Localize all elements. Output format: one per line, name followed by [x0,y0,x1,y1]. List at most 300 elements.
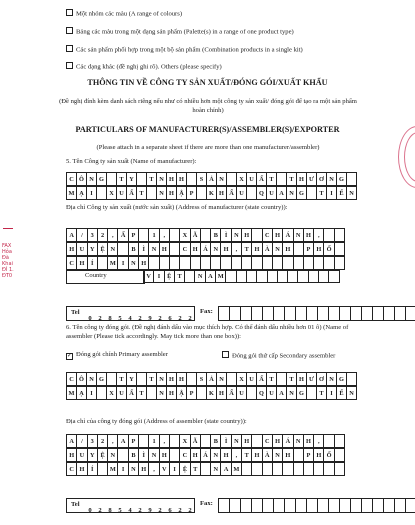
char-cell: À [263,449,273,462]
char-cell: T [137,187,147,200]
char-cell: Ậ [177,187,187,200]
char-cell: H [242,229,252,242]
char-cell: I [170,463,180,476]
char-cell: N [149,243,159,256]
char-cell: N [287,187,297,200]
char-cell: N [217,373,227,386]
char-cell: N [347,187,357,200]
char-cell: Y [127,373,137,386]
char-cell: N [195,271,205,283]
char-cell: U [247,373,257,386]
char-cell: H [242,435,252,448]
char-cell: G [97,173,107,186]
char-cell: N [347,387,357,400]
char-cell [283,257,293,270]
fax-digit-box[interactable] [373,498,384,513]
tel-digit: 5 [118,507,122,514]
char-cell [252,435,262,448]
char-cell: C [67,373,77,386]
char-cell [294,463,304,476]
fax-digit-box[interactable] [318,498,329,513]
char-cell: Í [88,257,98,270]
char-cell: Ã [191,435,201,448]
assembler-address-row-1[interactable] [66,434,345,448]
assembler-address-label: Địa chỉ của công ty đóng gói (Address of assembler (state country)): [66,418,247,425]
char-cell [180,257,190,270]
char-cell: N [294,435,304,448]
char-cell: T [267,173,277,186]
char-cell [324,257,334,270]
char-cell: H [297,173,307,186]
char-cell: H [283,449,293,462]
fax-digit-box[interactable] [218,306,230,321]
char-cell: U [77,449,87,462]
char-cell [335,229,345,242]
char-cell: N [232,229,242,242]
char-cell [170,229,180,242]
char-cell: Á [201,449,211,462]
char-cell: X [107,187,117,200]
fax-digit-box[interactable] [406,306,415,321]
fax-digit-box[interactable] [362,306,373,321]
char-cell: N [157,373,167,386]
char-cell: Ố [324,243,334,256]
char-cell: / [77,229,87,242]
char-cell [294,243,304,256]
fax-digit-box[interactable] [340,498,351,513]
char-cell [247,271,257,283]
char-cell: Ư [307,373,317,386]
char-cell: I [327,387,337,400]
char-cell: N [232,435,242,448]
char-cell: Ấ [127,187,137,200]
assembler-fax-field[interactable] [218,498,415,513]
option-colours[interactable]: Một nhóm các màu (A range of colours) [66,9,182,18]
char-cell: H [191,243,201,256]
option-palette[interactable]: Bảng các màu trong một dạng sản phẩm (Palette(s) in a range of one product type) [66,27,294,36]
char-cell: H [297,373,307,386]
secondary-checkbox[interactable] [222,351,229,358]
char-cell [329,271,339,283]
fax-digit-box[interactable] [296,306,307,321]
checkbox[interactable] [66,27,73,34]
char-cell [257,271,267,283]
char-cell: H [177,173,187,186]
char-cell: N [211,449,221,462]
char-cell [211,257,221,270]
char-cell: N [108,449,118,462]
char-cell: V [160,463,170,476]
char-cell [304,463,314,476]
char-cell: K [207,187,217,200]
char-cell [170,257,180,270]
char-cell: Ì [139,243,149,256]
char-cell [335,257,345,270]
tel-digit: 2 [178,315,182,322]
fax-digit-box[interactable] [329,306,340,321]
char-cell [137,173,147,186]
char-cell: N [294,229,304,242]
option-combination[interactable]: Các sản phẩm phối hợp trong một bộ sản phẩm (Combination products in a single kit) [66,45,303,54]
char-cell [278,271,288,283]
char-cell: S [197,173,207,186]
primary-assembler-option[interactable]: ✓ Đóng gói chính Primary assembler [67,351,168,359]
manufacturer-tel-field[interactable] [66,306,195,321]
country-label-box [66,270,145,284]
tel-digit: 2 [158,507,162,514]
fax-digit-box[interactable] [274,498,285,513]
char-cell: P [304,449,314,462]
char-cell: , [160,435,170,448]
char-cell: X [180,229,190,242]
char-cell: , [149,463,159,476]
tel-digit: 6 [168,315,172,322]
char-cell: H [221,449,231,462]
char-cell: Á [283,435,293,448]
char-cell [294,257,304,270]
stamp-text: Khai [2,261,13,267]
char-cell [324,463,334,476]
char-cell: X [180,435,190,448]
fax-digit-box[interactable] [252,306,263,321]
tel-digit: 2 [138,315,142,322]
char-cell: Y [88,449,98,462]
char-cell [242,463,252,476]
char-cell [242,257,252,270]
fax-digit-box[interactable] [373,306,384,321]
char-cell: T [191,463,201,476]
fax-digit-box[interactable] [218,498,230,513]
char-cell [335,243,345,256]
fax-digit-box[interactable] [340,306,351,321]
fax-digit-box[interactable] [406,498,415,513]
stamp-text: ĐT0 [2,273,13,279]
char-cell [347,173,357,186]
char-cell [147,387,157,400]
char-cell: H [167,173,177,186]
char-cell: M [216,271,226,283]
char-cell [294,449,304,462]
tel-digit: 4 [128,315,132,322]
char-cell [252,463,262,476]
char-cell: P [187,387,197,400]
char-cell [97,387,107,400]
manufacturer-address-row-1[interactable] [66,228,345,242]
char-cell: N [327,373,337,386]
char-cell: P [129,435,139,448]
fax-digit-box[interactable] [241,498,252,513]
char-cell: Ì [221,435,231,448]
char-cell: / [77,435,87,448]
char-cell: À [263,243,273,256]
fax-digit-box[interactable] [230,498,241,513]
manufacturer-name-row-1[interactable] [66,172,357,186]
char-cell: N [87,173,97,186]
option-others[interactable]: Các dạng khác (đề nghị ghi rõ). Others (please specify) [66,62,222,71]
char-cell [201,463,211,476]
char-cell: M [67,187,77,200]
tel-digits [85,499,195,517]
char-cell: A [67,435,77,448]
tel-digit: 6 [168,507,172,514]
char-cell [309,271,319,283]
char-cell: , [108,229,118,242]
char-cell: Ẩ [227,187,237,200]
char-cell: 1 [149,229,159,242]
char-cell: Ệ [180,463,190,476]
char-cell [187,373,197,386]
char-cell: H [167,187,177,200]
char-cell: Y [88,243,98,256]
char-cell [170,435,180,448]
country-field[interactable] [143,270,340,283]
char-cell [221,257,231,270]
fax-digit-box[interactable] [230,306,241,321]
fax-digit-box[interactable] [351,306,362,321]
char-cell: A [118,435,128,448]
char-cell [201,229,211,242]
assembler-address-row-2[interactable] [66,448,345,462]
fax-digit-box[interactable] [252,498,263,513]
char-cell: H [177,373,187,386]
char-cell: C [67,257,77,270]
fax-digit-box[interactable] [384,498,395,513]
char-cell [314,463,324,476]
char-cell [324,435,334,448]
char-cell [98,257,108,270]
char-cell: N [157,173,167,186]
char-cell [273,257,283,270]
char-cell: H [217,187,227,200]
char-cell: N [157,187,167,200]
section-note-en: (Please attach in a separate sheet if there are more than one manufacturer/assembler) [96,144,320,151]
char-cell: G [297,387,307,400]
char-cell: N [327,173,337,186]
char-cell: Ố [324,449,334,462]
char-cell: G [337,173,347,186]
char-cell [263,257,273,270]
char-cell [335,449,345,462]
char-cell [107,373,117,386]
char-cell [98,463,108,476]
assembler-label: 6. Tên công ty đóng gói. (Đề nghị đánh dấu vào mục thích hợp. Có thể đánh dấu nhiều hơn 01 ô) (Name of assembler (Please tick accordingly. May tick more than one box)): [66,324,349,340]
char-cell: C [263,229,273,242]
char-cell [298,271,308,283]
char-cell: Ế [337,387,347,400]
char-cell: 2 [98,435,108,448]
char-cell: Y [127,173,137,186]
fax-digit-box[interactable] [274,306,285,321]
char-cell: T [147,173,157,186]
checkbox[interactable] [66,45,73,52]
fax-digit-box[interactable] [329,498,340,513]
char-cell [197,187,207,200]
fax-digit-box[interactable] [384,306,395,321]
char-cell: Ấ [257,373,267,386]
checkbox[interactable] [66,9,73,16]
char-cell: 3 [88,435,98,448]
char-cell: Ơ [317,173,327,186]
fax-digit-box[interactable] [307,306,318,321]
manufacturer-address-row-3[interactable] [66,256,345,270]
char-cell: P [304,243,314,256]
tel-digit: 2 [188,507,192,514]
char-cell [237,271,247,283]
char-cell [226,271,236,283]
char-cell [319,271,329,283]
fax-label: Fax: [200,308,213,315]
fax-digit-box[interactable] [285,498,296,513]
char-cell [252,257,262,270]
stamp-text: FAX [2,243,12,249]
tel-label: Tel [71,501,80,508]
char-cell: G [97,373,107,386]
char-cell: Ả [207,373,217,386]
char-cell: , [232,243,242,256]
char-cell: Ì [139,449,149,462]
char-cell: T [287,173,297,186]
primary-checkbox[interactable]: ✓ [67,352,73,359]
char-cell: B [129,449,139,462]
char-cell: I [87,187,97,200]
char-cell: I [118,257,128,270]
manufacturer-fax-field[interactable] [218,306,415,321]
char-cell [227,173,237,186]
assembler-name-row-2[interactable] [66,386,357,400]
char-cell [139,435,149,448]
assembler-name-row-1[interactable] [66,372,357,386]
char-cell: N [273,449,283,462]
char-cell [201,435,211,448]
char-cell [137,373,147,386]
char-cell: V [144,271,154,283]
char-cell: N [129,463,139,476]
char-cell [263,463,273,476]
char-cell [347,373,357,386]
char-cell [160,257,170,270]
char-cell: U [237,387,247,400]
char-cell [118,449,128,462]
char-cell: U [117,387,127,400]
char-cell: T [317,187,327,200]
tel-digit: 8 [108,315,112,322]
tel-digit: 2 [98,315,102,322]
fax-digit-box[interactable] [263,498,274,513]
char-cell: H [191,449,201,462]
tel-digit: 2 [178,507,182,514]
char-cell: N [87,373,97,386]
char-cell: C [67,463,77,476]
fax-digit-box[interactable] [395,498,406,513]
char-cell: U [267,187,277,200]
char-cell: N [129,257,139,270]
char-cell: I [87,387,97,400]
char-cell: T [287,373,297,386]
fax-digit-box[interactable] [318,306,329,321]
tel-digit: 2 [188,315,192,322]
assembler-address-row-3[interactable] [66,462,345,476]
char-cell: G [297,187,307,200]
char-cell: P [187,187,197,200]
fax-digit-box[interactable] [351,498,362,513]
assembler-tel-field[interactable] [66,498,195,513]
fax-digit-box[interactable] [285,306,296,321]
char-cell: Ấ [118,229,128,242]
char-cell [232,257,242,270]
char-cell: N [287,387,297,400]
char-cell: H [283,243,293,256]
manufacturer-address-label: Địa chỉ Công ty sản xuất (nước sản xuất) (Address of manufacturer (state country)): [66,204,288,211]
fax-digit-box[interactable] [241,306,252,321]
char-cell: Ế [337,187,347,200]
char-cell [273,463,283,476]
fax-digit-box[interactable] [307,498,318,513]
tel-digit: 2 [98,507,102,514]
char-cell: H [252,243,262,256]
char-cell: 2 [98,229,108,242]
tel-digit: 8 [108,507,112,514]
char-cell: H [67,449,77,462]
char-cell [324,229,334,242]
char-cell: Q [257,387,267,400]
char-cell: U [247,173,257,186]
char-cell [304,257,314,270]
char-cell: P [129,229,139,242]
char-cell: Á [283,229,293,242]
char-cell: Ậ [177,387,187,400]
char-cell: Á [201,243,211,256]
tel-digit: 4 [128,507,132,514]
char-cell: U [77,243,87,256]
char-cell [247,387,257,400]
char-cell [335,463,345,476]
char-cell: H [139,257,149,270]
char-cell: H [160,243,170,256]
char-cell: N [149,449,159,462]
secondary-assembler-option[interactable]: Đóng gói thứ cấp Secondary assembler [222,351,335,360]
char-cell: T [175,271,185,283]
char-cell: Ạ [77,387,87,400]
char-cell [185,271,195,283]
tel-digit: 5 [118,315,122,322]
fax-digit-box[interactable] [296,498,307,513]
tel-label: Tel [71,309,80,316]
char-cell [197,387,207,400]
char-cell: Ì [221,229,231,242]
stamp-text: Hỏa [2,249,12,255]
checkbox[interactable] [66,62,73,69]
red-stamp-mark [2,243,14,279]
char-cell: Ệ [98,449,108,462]
char-cell: H [304,229,314,242]
char-cell [201,257,211,270]
fax-digit-box[interactable] [395,306,406,321]
char-cell: N [211,243,221,256]
fax-digit-box[interactable] [263,306,274,321]
manufacturer-name-row-2[interactable] [66,186,357,200]
char-cell: U [267,387,277,400]
stamp-line [3,228,13,229]
fax-digit-box[interactable] [362,498,373,513]
char-cell: H [314,243,324,256]
char-cell [97,187,107,200]
char-cell: 1 [149,435,159,448]
char-cell: N [211,463,221,476]
manufacturer-address-row-2[interactable] [66,242,345,256]
char-cell: T [242,243,252,256]
char-cell: Ạ [77,187,87,200]
char-cell: T [137,387,147,400]
